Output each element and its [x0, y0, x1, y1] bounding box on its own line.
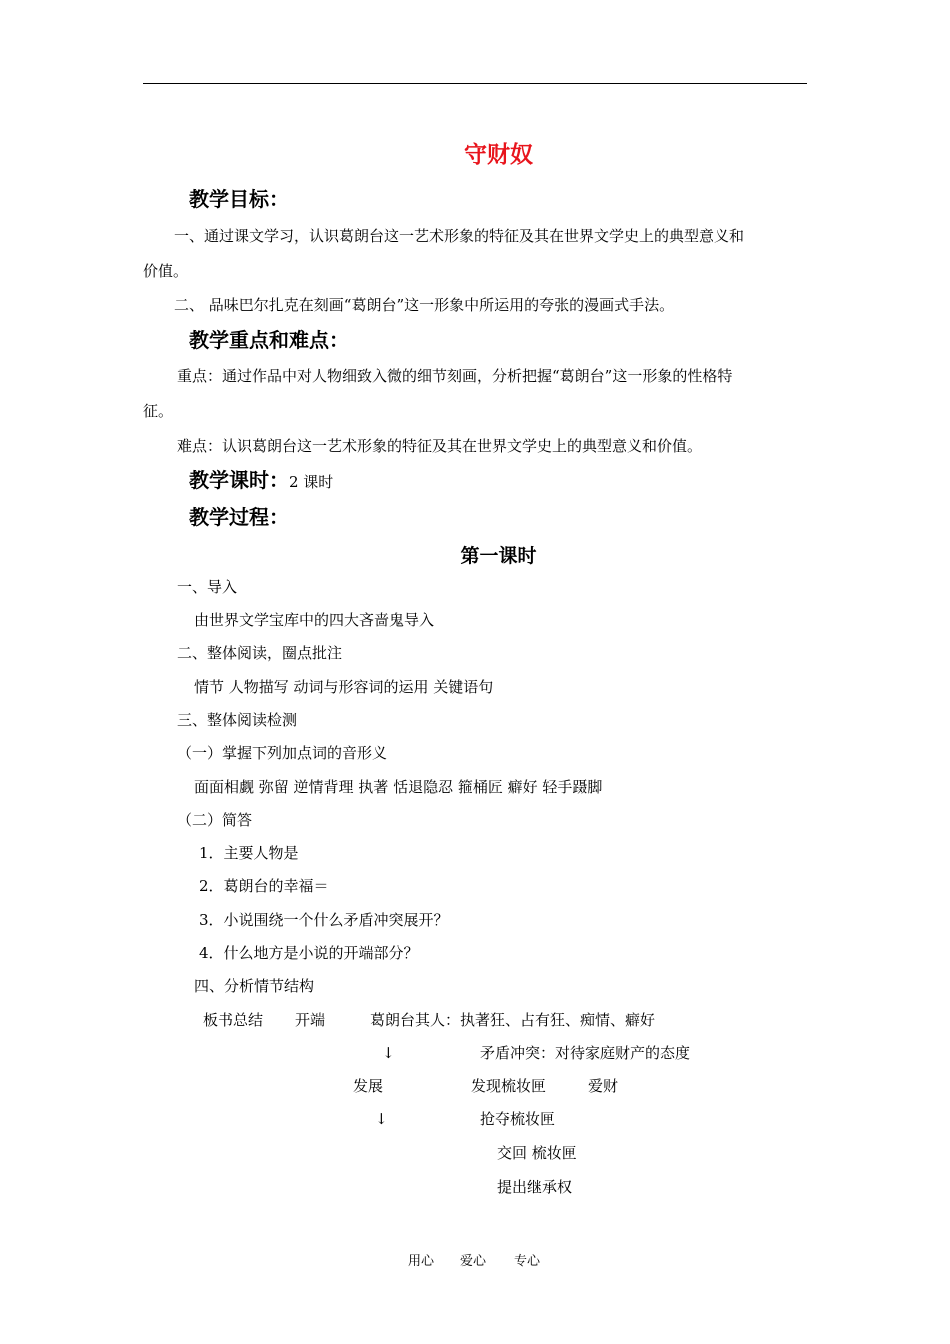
- down-arrow-icon: ↓: [382, 1044, 395, 1062]
- question-3: 3．小说围绕一个什么矛盾冲突展开？: [199, 911, 449, 929]
- board-opening: 开端: [295, 1011, 326, 1029]
- board-discover: 发现梳妆匣: [471, 1077, 547, 1095]
- board-development: 发展: [353, 1077, 384, 1095]
- keypoint-line1: 重点：通过作品中对人物细致入微的细节刻画，分析把握“葛朗台”这一形象的性格特: [177, 367, 733, 385]
- footer-text-3: 专心: [514, 1254, 541, 1269]
- objective-1-line2: 价值。: [143, 262, 189, 280]
- hours-label: 教学课时：: [189, 468, 289, 492]
- objective-1-line1: 一、通过课文学习，认识葛朗台这一艺术形象的特征及其在世界文学史上的典型意义和: [174, 227, 745, 245]
- question-2: 2．葛朗台的幸福＝: [199, 877, 329, 895]
- footer-text-2: 爱心: [460, 1254, 487, 1269]
- step3: 三、整体阅读检测: [177, 711, 298, 729]
- board-seize: 抢夺梳妆匣: [480, 1110, 556, 1128]
- page-title: 守财奴: [464, 142, 533, 168]
- keypoint-line2: 征。: [143, 402, 174, 420]
- step2-detail: 情节 人物描写 动词与形容词的运用 关键语句: [194, 678, 494, 696]
- question-1: 1．主要人物是: [199, 844, 299, 862]
- step3-a: （一）掌握下列加点词的音形义: [177, 744, 388, 762]
- step2: 二、整体阅读，圈点批注: [177, 644, 343, 662]
- footer-text-1: 用心: [408, 1254, 435, 1269]
- lesson1-heading: 第一课时: [460, 545, 537, 567]
- hours-heading: [189, 468, 333, 494]
- keypoints-heading: 教学重点和难点：: [189, 328, 349, 352]
- board-love-money: 爱财: [588, 1077, 619, 1095]
- down-arrow-icon: ↓: [375, 1110, 388, 1128]
- step3-b: （二）简答: [177, 811, 253, 829]
- step1-detail: 由世界文学宝库中的四大吝啬鬼导入: [194, 611, 435, 629]
- board-return: 交回 梳妆匣: [497, 1144, 577, 1162]
- board-person: 葛朗台其人：执著狂、占有狂、痴情、癖好: [370, 1011, 656, 1029]
- board-conflict: 矛盾冲突：对待家庭财产的态度: [480, 1044, 691, 1062]
- difficulty: 难点：认识葛朗台这一艺术形象的特征及其在世界文学史上的典型意义和价值。: [177, 437, 703, 455]
- objectives-heading: 教学目标：: [189, 187, 289, 211]
- board-inherit: 提出继承权: [497, 1178, 573, 1196]
- process-heading: 教学过程：: [189, 505, 289, 529]
- step3-a-words: 面面相觑 弥留 逆情背理 执著 恬退隐忍 箍桶匠 癖好 轻手蹑脚: [194, 778, 603, 796]
- hours-value: 2 课时: [289, 473, 334, 491]
- question-4: 4．什么地方是小说的开端部分？: [199, 944, 419, 962]
- step4: 四、分析情节结构: [194, 977, 315, 995]
- header-rule: [143, 83, 807, 84]
- objective-2: 二、 品味巴尔扎克在刻画“葛朗台”这一形象中所运用的夸张的漫画式手法。: [174, 296, 675, 314]
- step1: 一、导入: [177, 578, 238, 596]
- board-label: 板书总结: [203, 1011, 264, 1029]
